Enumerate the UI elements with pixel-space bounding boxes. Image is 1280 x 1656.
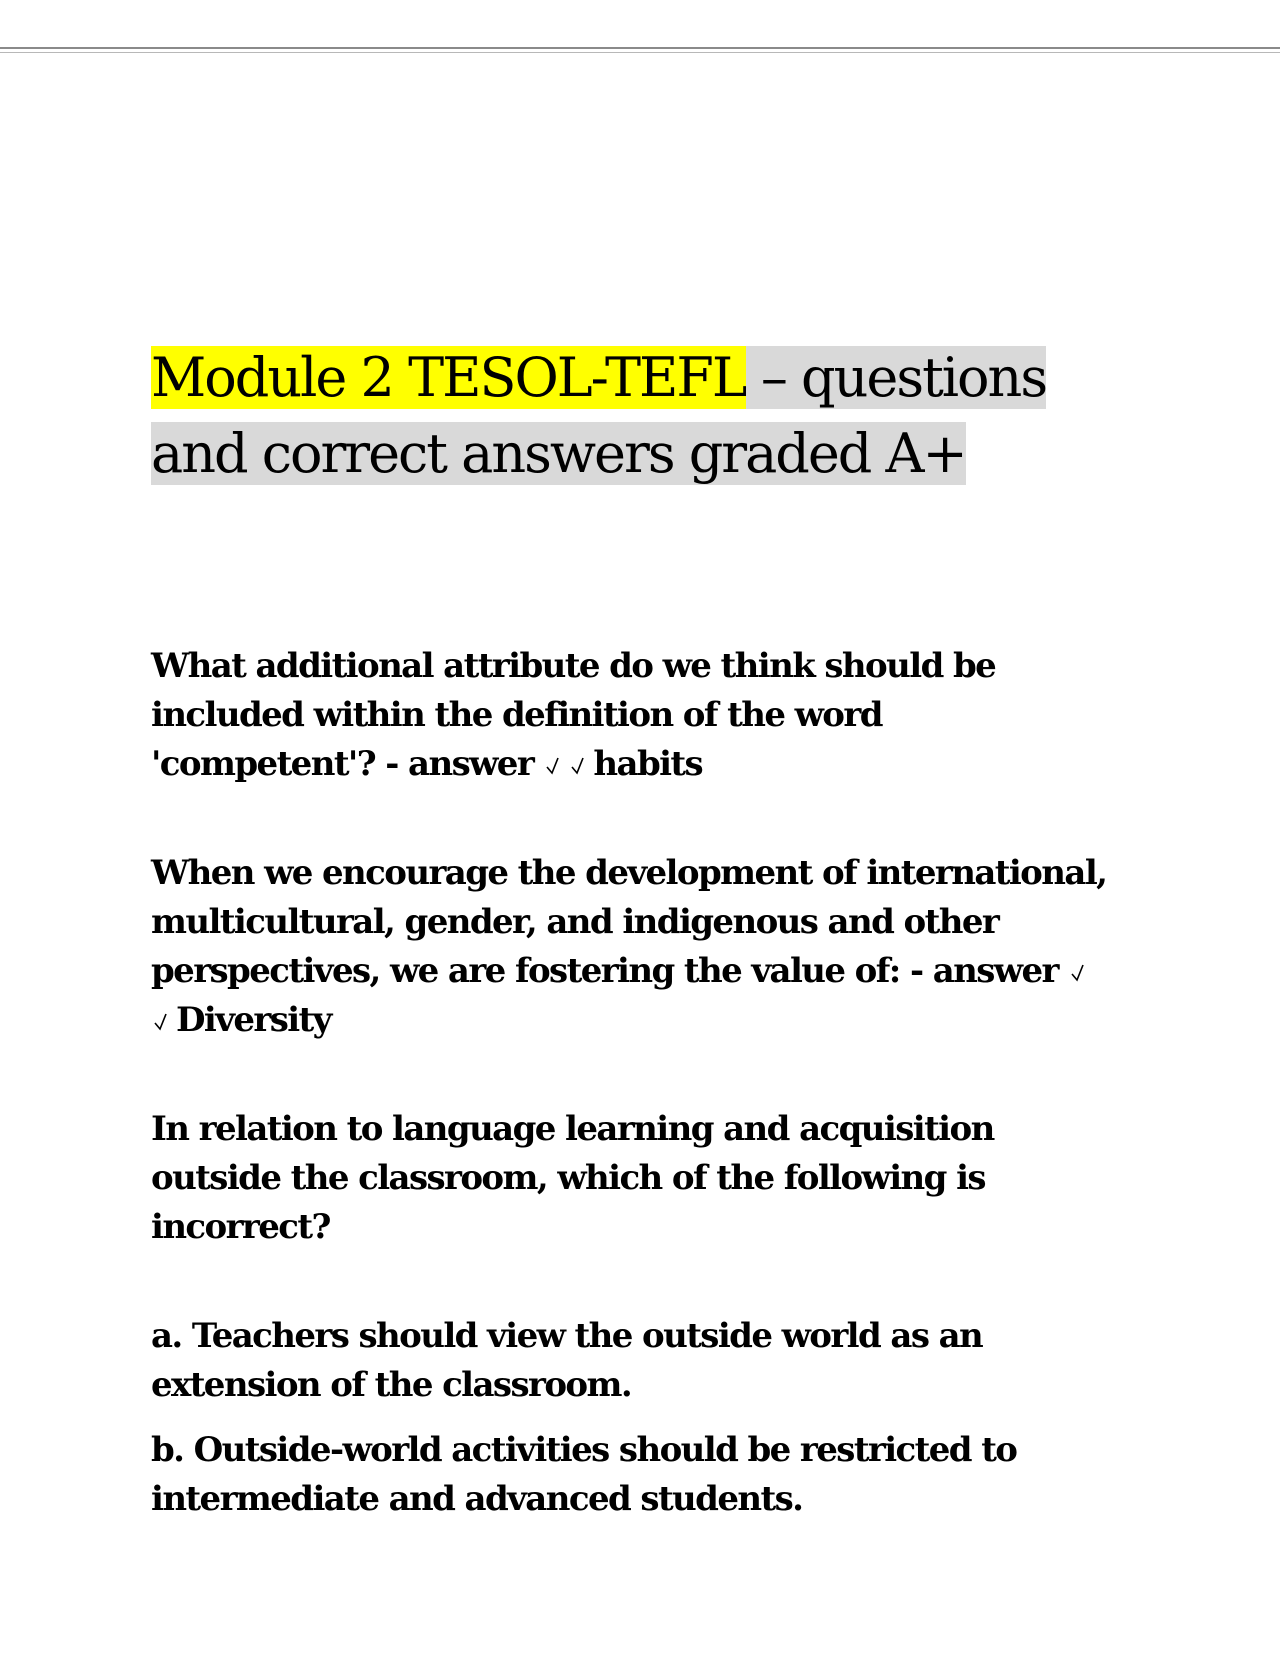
answer-options — [151, 1312, 1111, 1524]
double-check-icon — [1070, 951, 1093, 977]
answer-text: habits — [593, 744, 703, 784]
double-check-icon — [545, 744, 568, 770]
option-a: a. Teachers should view the outside world as an extension of the classroom. — [151, 1316, 983, 1405]
question-text: What additional attribute do we think should be included within the definition of the word 'competent'? - answer — [151, 646, 996, 784]
document-body — [151, 340, 1111, 1540]
option-b: b. Outside-world activities should be restricted to intermediate and advanced students. — [151, 1430, 1017, 1519]
question-text: When we encourage the development of international, multicultural, gender, and indigenous and other perspectives, we are fostering the value of: - answer — [151, 853, 1107, 991]
double-check-icon — [570, 744, 593, 770]
qa-item — [151, 1105, 1111, 1252]
double-check-icon — [153, 1000, 176, 1026]
qa-item — [151, 642, 1111, 789]
document-title — [151, 340, 1111, 492]
answer-text: Diversity — [176, 1000, 331, 1040]
qa-item — [151, 849, 1111, 1045]
title-highlighted: Module 2 TESOL-TEFL — [151, 346, 746, 409]
title-rest: – questions and correct answers graded A+ — [151, 346, 1047, 485]
top-rule — [0, 47, 1280, 49]
top-rule-secondary — [0, 52, 1280, 53]
question-text: In relation to language learning and acquisition outside the classroom, which of the following is incorrect? — [151, 1109, 994, 1247]
